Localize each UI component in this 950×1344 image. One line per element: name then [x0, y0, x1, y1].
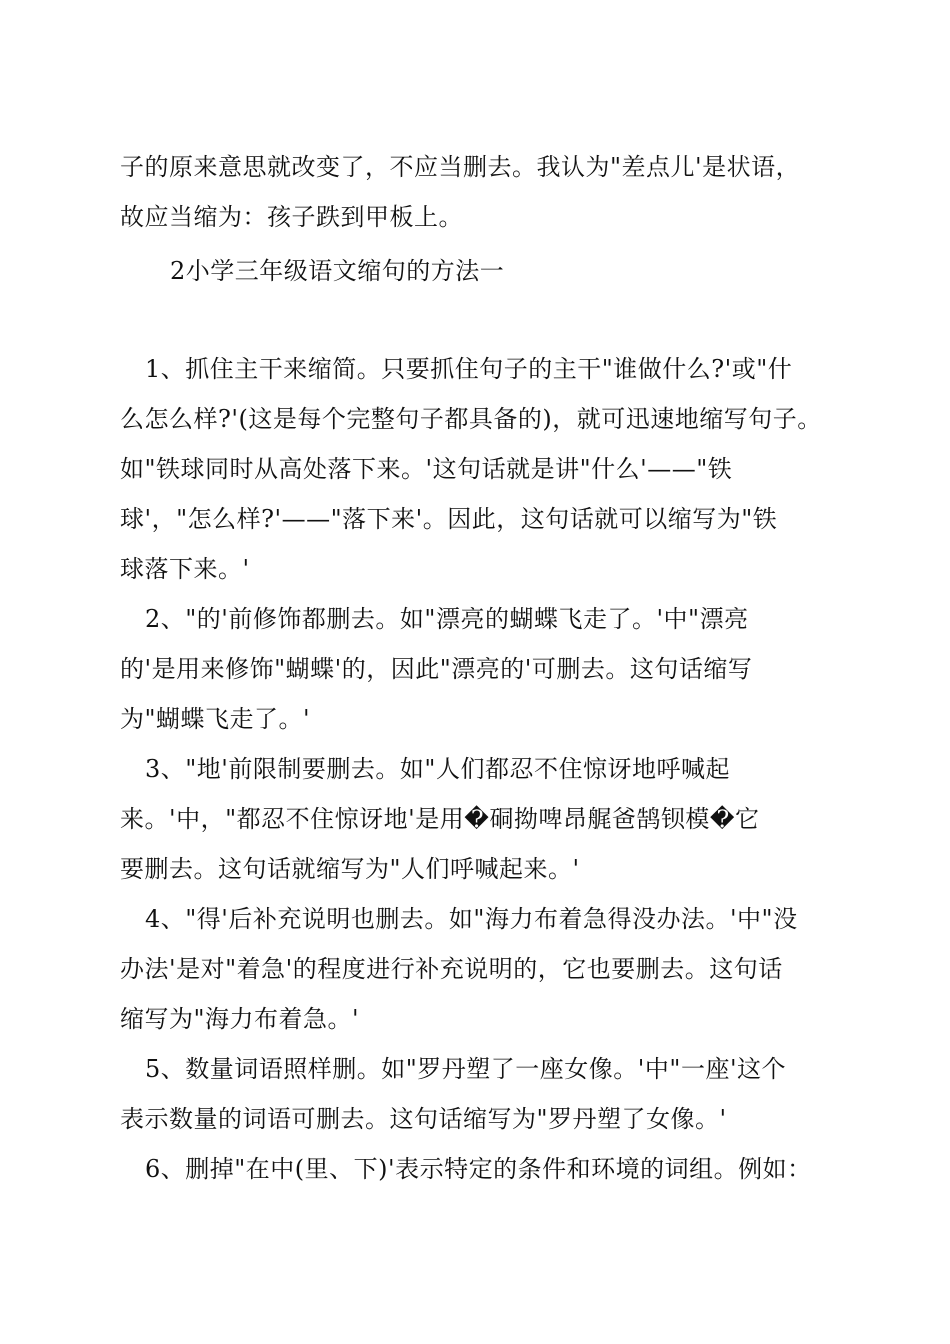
text-line: 5、数量词语照样删。如"罗丹塑了一座女像。'中"一座'这个 — [145, 1055, 787, 1083]
text-line: 为"蝴蝶飞走了。' — [120, 705, 311, 733]
text-line: 么怎么样?'(这是每个完整句子都具备的)，就可迅速地缩写句子。 — [120, 405, 822, 433]
text-line: 6、删掉"在中(里、下)'表示特定的条件和环境的词组。例如： — [145, 1155, 812, 1183]
text-line: 球落下来。' — [120, 555, 250, 583]
text-line: 球'，"怎么样?'——"落下来'。因此，这句话就可以缩写为"铁 — [120, 505, 778, 533]
text-line: 故应当缩为：孩子跌到甲板上。 — [120, 203, 463, 231]
text-line: 的'是用来修饰"蝴蝶'的，因此"漂亮的'可删去。这句话缩写 — [120, 655, 753, 683]
text-line: 表示数量的词语可删去。这句话缩写为"罗丹塑了女像。' — [120, 1105, 727, 1133]
text-line: 1、抓住主干来缩简。只要抓住句子的主干"谁做什么?'或"什 — [145, 355, 793, 383]
text-line: 子的原来意思就改变了，不应当删去。我认为"差点儿'是状语， — [120, 153, 801, 181]
text-line: 4、"得'后补充说明也删去。如"海力布着急得没办法。'中"没 — [145, 905, 798, 933]
text-line: 2、"的'前修饰都删去。如"漂亮的蝴蝶飞走了。'中"漂亮 — [145, 605, 749, 633]
text-line: 缩写为"海力布着急。' — [120, 1005, 360, 1033]
text-line: 如"铁球同时从高处落下来。'这句话就是讲"什么'——"铁 — [120, 455, 733, 483]
section-heading: 2小学三年级语文缩句的方法一 — [170, 257, 505, 285]
text-line: 办法'是对"着急'的程度进行补充说明的，它也要删去。这句话 — [120, 955, 783, 983]
text-line: 3、"地'前限制要删去。如"人们都忍不住惊讶地呼喊起 — [145, 755, 730, 783]
text-line: 要删去。这句话就缩写为"人们呼喊起来。' — [120, 855, 580, 883]
text-line: 来。'中，"都忍不住惊讶地'是用�硐拗啤昂艉爸鹄钡模�它 — [120, 805, 760, 833]
